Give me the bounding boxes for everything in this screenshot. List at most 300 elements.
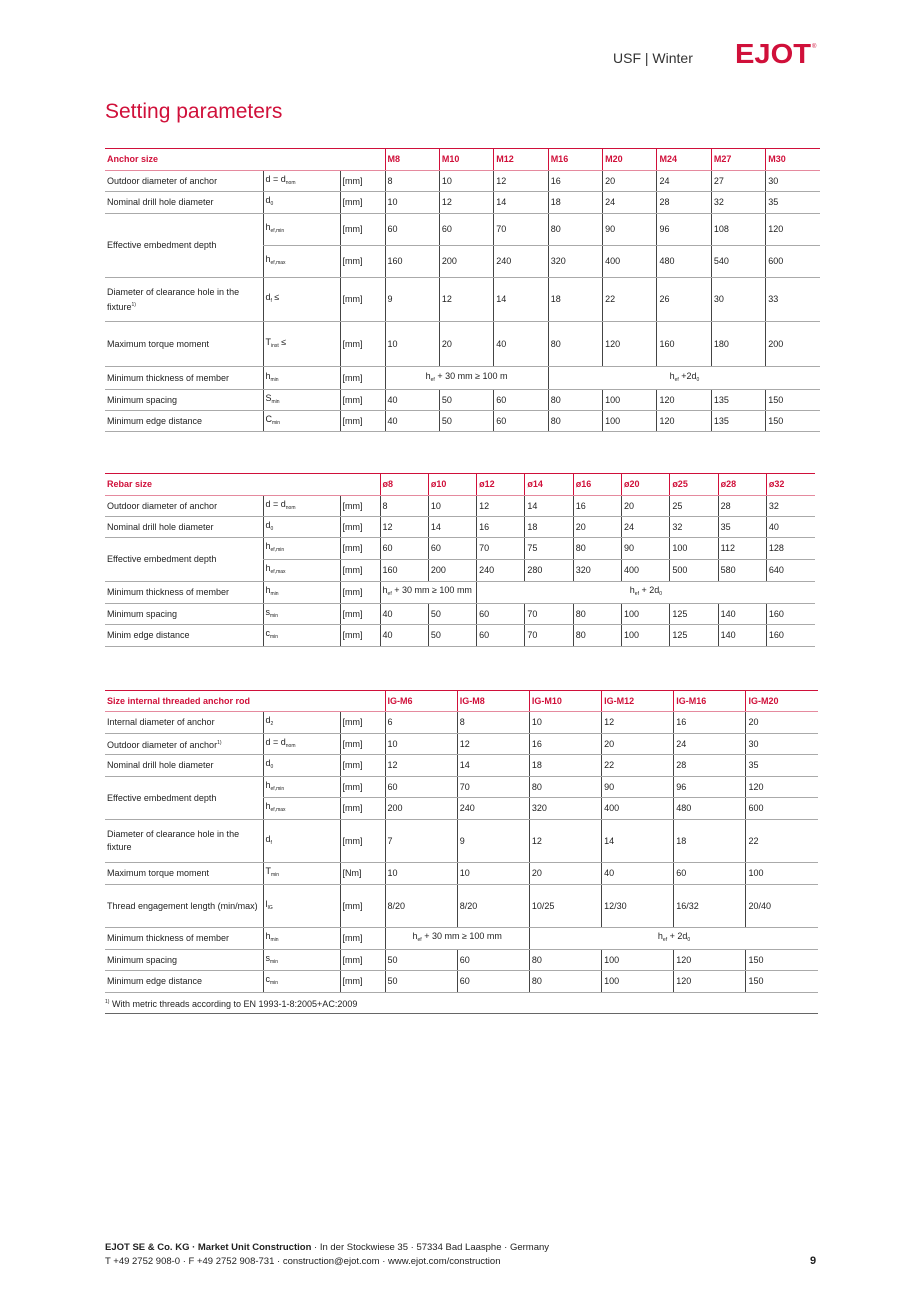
column-header: IG-M12 [602,691,674,712]
symbol-suffix: ≤ [271,292,280,302]
symbol-base: h [265,222,271,232]
symbol-base: C [265,413,272,424]
column-header: ø25 [670,474,718,496]
symbol-subscript: nom [285,504,296,511]
row-symbol [263,390,340,411]
value-cell: 12 [439,192,493,214]
value-cell: 80 [548,390,602,411]
row-label [105,885,263,928]
symbol-base: c [265,974,270,984]
table-row [105,367,820,390]
symbol-subscript: min [270,612,279,619]
svg-text:EJOT: EJOT [735,38,811,68]
table-row [105,390,820,411]
value-cell: 40 [385,390,439,411]
value-cell: 100 [670,538,718,560]
value-cell: 96 [674,777,746,798]
row-unit: [mm] [340,560,380,582]
symbol-subscript: 0 [270,764,274,770]
row-label [105,950,263,971]
symbol-base: l [265,898,268,909]
value-cell: 125 [670,604,718,625]
column-header: M10 [439,149,493,171]
value-cell: 320 [573,560,621,582]
symbol-subscript: 0 [270,525,274,532]
row-label [105,755,263,777]
symbol-base: h [412,931,418,941]
row-unit: [mm] [340,517,380,538]
settings-table-3 [105,690,818,993]
symbol-subscript: min [270,937,279,943]
row-symbol [263,582,340,604]
row-symbol [263,734,340,755]
value-cell: 100 [603,390,657,411]
value-cell: 120 [766,214,820,246]
row-symbol [263,604,340,625]
value-cell: 9 [457,820,529,863]
symbol-subscript: ef,min [270,785,285,792]
value-cell: 22 [603,278,657,322]
value-cell: 100 [622,604,670,625]
value-cell: 80 [548,214,602,246]
value-cell: 108 [711,214,765,246]
value-cell: 9 [385,278,439,322]
row-unit: [mm] [340,214,385,246]
row-label-text: Outdoor diameter of anchor [107,739,218,750]
row-symbol [263,560,340,582]
symbol-base: T [265,336,271,347]
value-cell: 12 [602,712,674,734]
row-symbol [263,950,340,971]
merged-value-cell [477,582,815,604]
row-unit: [mm] [340,411,385,432]
table-row [105,496,815,517]
symbol-subscript: min [271,872,280,878]
value-cell: 8 [385,171,439,192]
value-cell: 16 [477,517,525,538]
table-header-label: Anchor size [105,149,385,171]
merged-value-cell [548,367,820,390]
value-cell: 16 [548,171,602,192]
symbol-base: S [265,392,272,403]
column-header: ø8 [380,474,428,496]
row-label-text: Maximum torque moment [107,868,210,878]
row-label-text: Diameter of clearance hole in the fixture [107,829,240,852]
value-cell: 100 [602,950,674,971]
symbol-subscript: 0 [696,376,700,383]
value-cell: 200 [428,560,476,582]
table-header-label: Rebar size [105,474,380,496]
merged-value-cell [385,928,529,950]
row-label-text: Minim edge distance [107,630,190,640]
symbol-subscript: min [270,591,279,597]
value-cell: 32 [670,517,718,538]
value-cell: 22 [746,820,818,863]
row-symbol [263,798,340,820]
value-cell: 96 [657,214,711,246]
row-symbol [263,538,340,560]
row-label-text: Minimum spacing [107,608,178,619]
value-cell: 80 [548,411,602,432]
symbol-suffix: +2d [678,370,697,381]
footnote [105,992,818,1014]
row-label [105,214,263,278]
row-unit: [mm] [340,712,385,734]
table-header-row [105,474,815,496]
symbol-base: s [265,952,270,963]
column-header: M16 [548,149,602,171]
value-cell: 40 [380,625,428,647]
symbol-subscript: ef [430,376,435,383]
value-cell: 280 [525,560,573,582]
value-cell: 24 [603,192,657,214]
table-row [105,928,818,950]
column-header: IG-M20 [746,691,818,712]
page-title: Setting parameters [105,100,283,123]
footnote-ref: 1) [131,301,136,308]
value-cell: 28 [674,755,746,777]
row-symbol [263,777,340,798]
value-cell: 28 [657,192,711,214]
row-label [105,192,263,214]
value-cell: 160 [766,604,814,625]
value-cell: 150 [766,390,820,411]
symbol-subscript: ef,min [270,228,285,234]
symbol-subscript: ef [662,937,668,943]
row-label [105,171,263,192]
symbol-base: h [657,931,663,941]
value-cell: 70 [525,604,573,625]
value-cell: 32 [766,496,814,517]
symbol-suffix: + 2d [667,931,688,941]
value-cell: 14 [602,820,674,863]
row-unit: [mm] [340,322,385,367]
row-label [105,390,263,411]
value-cell: 50 [385,950,457,971]
symbol-suffix: + 2d [638,585,660,595]
symbol-base: d [265,195,271,205]
row-label [105,928,263,950]
footnote-mark: 1) [105,999,110,1005]
symbol-subscript: ef [387,591,392,597]
row-unit: [mm] [340,278,385,322]
table-row [105,604,815,625]
symbol-subscript: 0 [270,201,274,207]
row-label [105,367,263,390]
value-cell: 600 [746,798,818,820]
symbol-subscript: ef,max [270,807,286,813]
value-cell: 24 [657,171,711,192]
table-row [105,582,815,604]
symbol-subscript: 0 [659,591,663,597]
row-label-text: Effective embedment depth [107,554,217,564]
value-cell: 6 [385,712,457,734]
value-cell: 70 [494,214,548,246]
column-header: M8 [385,149,439,171]
row-unit: [mm] [340,755,385,777]
row-label [105,517,263,538]
value-cell: 240 [477,560,525,582]
symbol-base: h [265,779,271,790]
value-cell: 90 [603,214,657,246]
value-cell: 135 [711,411,765,432]
row-unit: [mm] [340,171,385,192]
symbol-subscript: ef [634,591,639,597]
value-cell: 12 [439,278,493,322]
value-cell: 16 [674,712,746,734]
value-cell: 16/32 [674,885,746,928]
value-cell: 100 [602,971,674,993]
column-header: ø14 [525,474,573,496]
value-cell: 18 [529,755,601,777]
symbol-suffix: ≤ [278,336,287,347]
symbol-base: h [265,931,271,941]
value-cell: 14 [428,517,476,538]
value-cell: 12 [385,755,457,777]
symbol-subscript: IG [267,904,273,911]
value-cell: 60 [385,777,457,798]
value-cell: 16 [529,734,601,755]
row-symbol [263,820,340,863]
footnote-ref: 1) [217,739,222,746]
row-label-text: Nominal drill hole diameter [107,760,214,770]
value-cell: 112 [718,538,766,560]
value-cell: 320 [529,798,601,820]
row-unit: [mm] [340,928,385,950]
value-cell: 200 [439,246,493,278]
value-cell: 26 [657,278,711,322]
row-label [105,625,263,647]
value-cell: 12/30 [602,885,674,928]
value-cell: 500 [670,560,718,582]
value-cell: 33 [766,278,820,322]
row-label-text: Diameter of clearance hole in the fixture [107,286,240,312]
symbol-subscript: min [270,958,279,965]
column-header: M27 [711,149,765,171]
value-cell: 27 [711,171,765,192]
row-symbol [263,496,340,517]
row-unit: [mm] [340,950,385,971]
value-cell: 30 [766,171,820,192]
value-cell: 14 [525,496,573,517]
table-row [105,950,818,971]
symbol-base: h [265,541,271,551]
column-header: ø28 [718,474,766,496]
symbol-base: h [265,801,271,811]
value-cell: 20/40 [746,885,818,928]
row-label [105,777,263,820]
value-cell: 400 [603,246,657,278]
value-cell: 400 [602,798,674,820]
row-symbol [263,246,340,278]
symbol-subscript: ef [674,376,679,383]
symbol-base: d = d [265,736,286,747]
row-symbol [263,625,340,647]
symbol-base: h [629,585,635,595]
value-cell: 60 [385,214,439,246]
row-unit: [mm] [340,604,380,625]
value-cell: 10 [428,496,476,517]
symbol-suffix: + 30 mm ≥ 100 m [434,370,508,381]
value-cell: 140 [718,604,766,625]
value-cell: 200 [766,322,820,367]
row-label-text: Minimum thickness of member [107,587,230,597]
row-symbol [263,411,340,432]
row-label-text: Minimum thickness of member [107,933,230,943]
row-unit: [mm] [340,192,385,214]
value-cell: 35 [766,192,820,214]
value-cell: 30 [746,734,818,755]
value-cell: 20 [573,517,621,538]
table-row [105,712,818,734]
table-row [105,538,815,560]
footer-line-1 [105,1241,549,1255]
row-label-text: Minimum edge distance [107,415,203,426]
value-cell: 18 [525,517,573,538]
page-number: 9 [810,1255,817,1267]
value-cell: 160 [385,246,439,278]
value-cell: 10 [529,712,601,734]
value-cell: 14 [494,192,548,214]
row-label-text: Internal diameter of anchor [107,717,215,727]
value-cell: 75 [525,538,573,560]
row-label-text: Effective embedment depth [107,792,217,803]
value-cell: 32 [711,192,765,214]
value-cell: 50 [385,971,457,993]
footer-company: EJOT SE & Co. KG · Market Unit Construction [105,1242,312,1253]
value-cell: 20 [622,496,670,517]
symbol-base: d [265,519,271,530]
table-row [105,278,820,322]
value-cell: 60 [674,863,746,885]
value-cell: 10 [385,734,457,755]
symbol-subscript: min [270,634,279,640]
value-cell: 70 [477,538,525,560]
row-label [105,820,263,863]
row-label [105,712,263,734]
table-row [105,777,818,798]
row-label-text: Minimum edge distance [107,976,203,986]
value-cell: 12 [494,171,548,192]
value-cell: 12 [529,820,601,863]
value-cell: 16 [573,496,621,517]
row-unit: [mm] [340,734,385,755]
table-row [105,411,820,432]
value-cell: 80 [573,538,621,560]
row-label [105,734,263,755]
value-cell: 24 [622,517,670,538]
value-cell: 70 [457,777,529,798]
value-cell: 320 [548,246,602,278]
symbol-subscript: ef,max [270,260,286,266]
value-cell: 480 [657,246,711,278]
value-cell: 10 [457,863,529,885]
row-symbol [263,863,340,885]
value-cell: 120 [657,411,711,432]
row-label [105,411,263,432]
value-cell: 540 [711,246,765,278]
value-cell: 40 [766,517,814,538]
value-cell: 70 [525,625,573,647]
value-cell: 30 [711,278,765,322]
row-symbol [263,928,340,950]
value-cell: 80 [529,950,601,971]
value-cell: 18 [548,192,602,214]
column-header: M30 [766,149,820,171]
row-symbol [263,755,340,777]
value-cell: 10 [385,322,439,367]
value-cell: 24 [674,734,746,755]
value-cell: 135 [711,390,765,411]
symbol-subscript: min [270,980,279,986]
value-cell: 7 [385,820,457,863]
value-cell: 14 [457,755,529,777]
value-cell: 20 [746,712,818,734]
value-cell: 90 [622,538,670,560]
row-label-text: Effective embedment depth [107,240,217,250]
value-cell: 120 [603,322,657,367]
table-row [105,517,815,538]
symbol-base: h [265,254,271,264]
column-header: ø12 [477,474,525,496]
merged-value-cell [380,582,477,604]
value-cell: 200 [385,798,457,820]
symbol-subscript: nom [285,179,296,186]
symbol-base: c [265,628,270,638]
value-cell: 8/20 [457,885,529,928]
value-cell: 18 [674,820,746,863]
row-unit: [mm] [340,885,385,928]
value-cell: 600 [766,246,820,278]
merged-value-cell [385,367,548,390]
row-label [105,538,263,582]
symbol-base: d [265,715,271,725]
row-unit: [mm] [340,367,385,390]
value-cell: 22 [602,755,674,777]
settings-table-1 [105,148,820,432]
value-cell: 60 [457,971,529,993]
ejot-logo [735,38,817,68]
symbol-subscript: 2 [270,721,274,727]
value-cell: 40 [494,322,548,367]
footer-contact: T +49 2752 908-0 · F +49 2752 908-731 · construction@ejot.com · www.ejot.com/construction [105,1256,501,1267]
symbol-base: h [265,585,271,595]
symbol-suffix: + 30 mm ≥ 100 mm [391,585,472,595]
value-cell: 240 [494,246,548,278]
table-row [105,322,820,367]
row-label [105,496,263,517]
value-cell: 50 [439,411,493,432]
row-symbol [263,517,340,538]
table-row [105,734,818,755]
value-cell: 240 [457,798,529,820]
symbol-base: h [669,370,675,381]
table-header-label: Size internal threaded anchor rod [105,691,385,712]
value-cell: 60 [477,604,525,625]
row-unit: [mm] [340,777,385,798]
symbol-base: h [425,370,431,381]
row-label [105,971,263,993]
symbol-subscript: ef [417,937,422,943]
value-cell: 100 [746,863,818,885]
value-cell: 150 [746,950,818,971]
value-cell: 80 [573,604,621,625]
value-cell: 50 [428,625,476,647]
value-cell: 120 [746,777,818,798]
column-header: ø32 [766,474,814,496]
row-label [105,604,263,625]
column-header: ø10 [428,474,476,496]
